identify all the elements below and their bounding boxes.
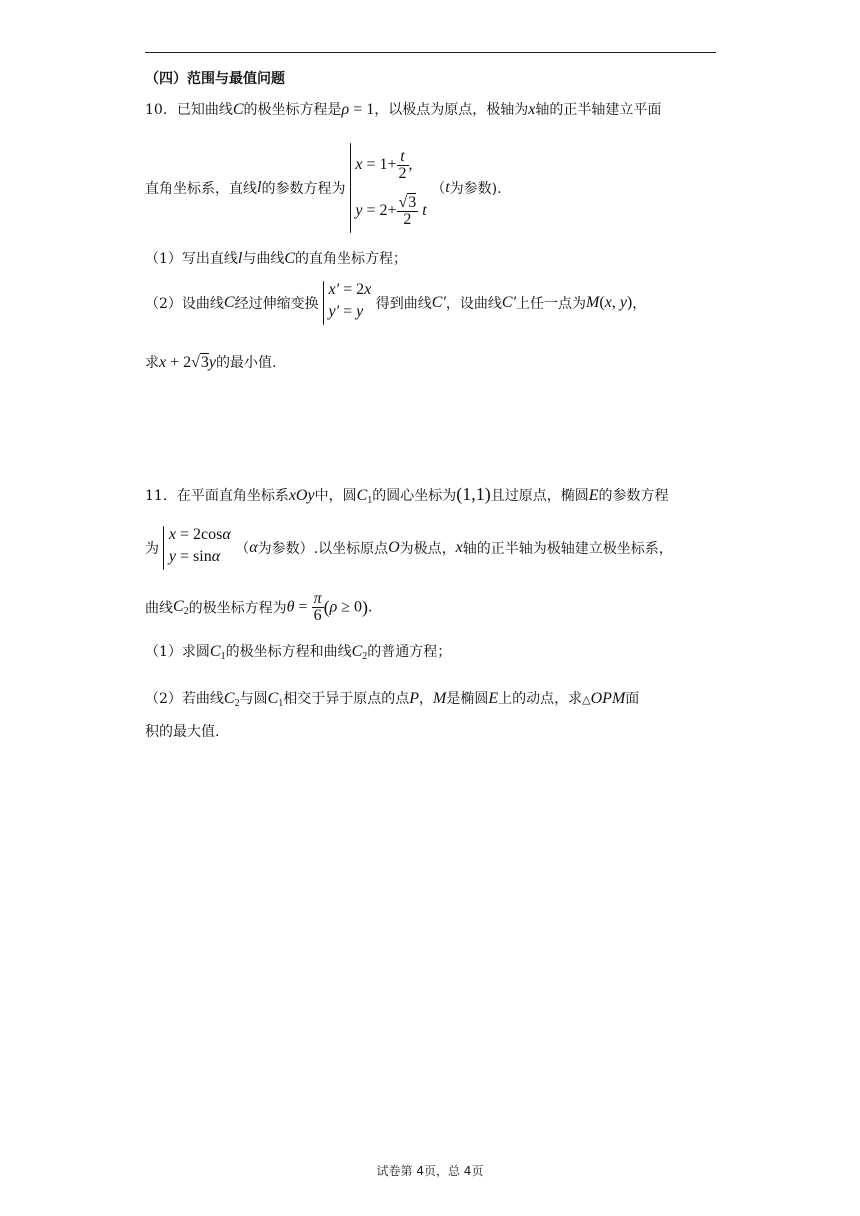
q11-part-2-cont: 积的最大值. (145, 724, 220, 740)
section-title: （四）范围与最值问题 (145, 71, 285, 87)
q10-line-1: 10．已知曲线C的极坐标方程是ρ = 1，以极点为原点，极轴为x轴的正半轴建立平面 (145, 101, 662, 118)
q11-part-1: （1）求圆$C_1$的极坐标方程和曲线$C_2$的普通方程； (145, 643, 452, 662)
transform-brace (323, 281, 324, 325)
q11-line-2: 为 x = 2cosα y = sinα （α为参数）.以坐标原点O为极点，x轴的正半轴为极轴建立极坐标系， (145, 526, 673, 570)
q10-part-2: （2）设曲线C经过伸缩变换 x′ = 2x y′ = y 得到曲线C′，设曲线C′上任一点为M(x, y)， (145, 281, 646, 325)
header-rule (145, 52, 716, 53)
page-footer: 试卷第 4页，总 4页 (376, 1164, 484, 1178)
q10-part-2-cont: 求x + 2√3y的最小值. (145, 354, 277, 371)
q11-line-3: 曲线$C_2$的极坐标方程为θ = $\frac{\pi}{6}$ (ρ ≥ 0). (145, 590, 373, 624)
system-brace (350, 143, 351, 233)
q10-transform-system: x′ = 2x y′ = y (328, 281, 372, 320)
q10-line-2: 直角坐标系，直线l的参数方程为 x = 1+ $\frac{t}{2}$ , y = 2+ $\frac{√3}{2}$ t （t为参数). (145, 142, 502, 234)
q10-part-1: （1）写出直线l与曲线C的直角坐标方程； (145, 250, 408, 267)
ellipse-brace (163, 526, 164, 570)
q11-part-2: （2）若曲线$C_2$与圆$C_1$相交于异于原点的点P，M是椭圆E上的动点，求△OPM面 (145, 690, 640, 709)
q11-ellipse-system: x = 2cosα y = sinα (168, 526, 231, 565)
q10-parametric-system: x = 1+ $\frac{t}{2}$ , y = 2+ $\frac{√3}{2}$ t (355, 147, 427, 228)
q11-line-1: 11．在平面直角坐标系xOy中，圆$C_1$的圆心坐标为(1,1)且过原点，椭圆E的参数方程 (145, 484, 669, 506)
